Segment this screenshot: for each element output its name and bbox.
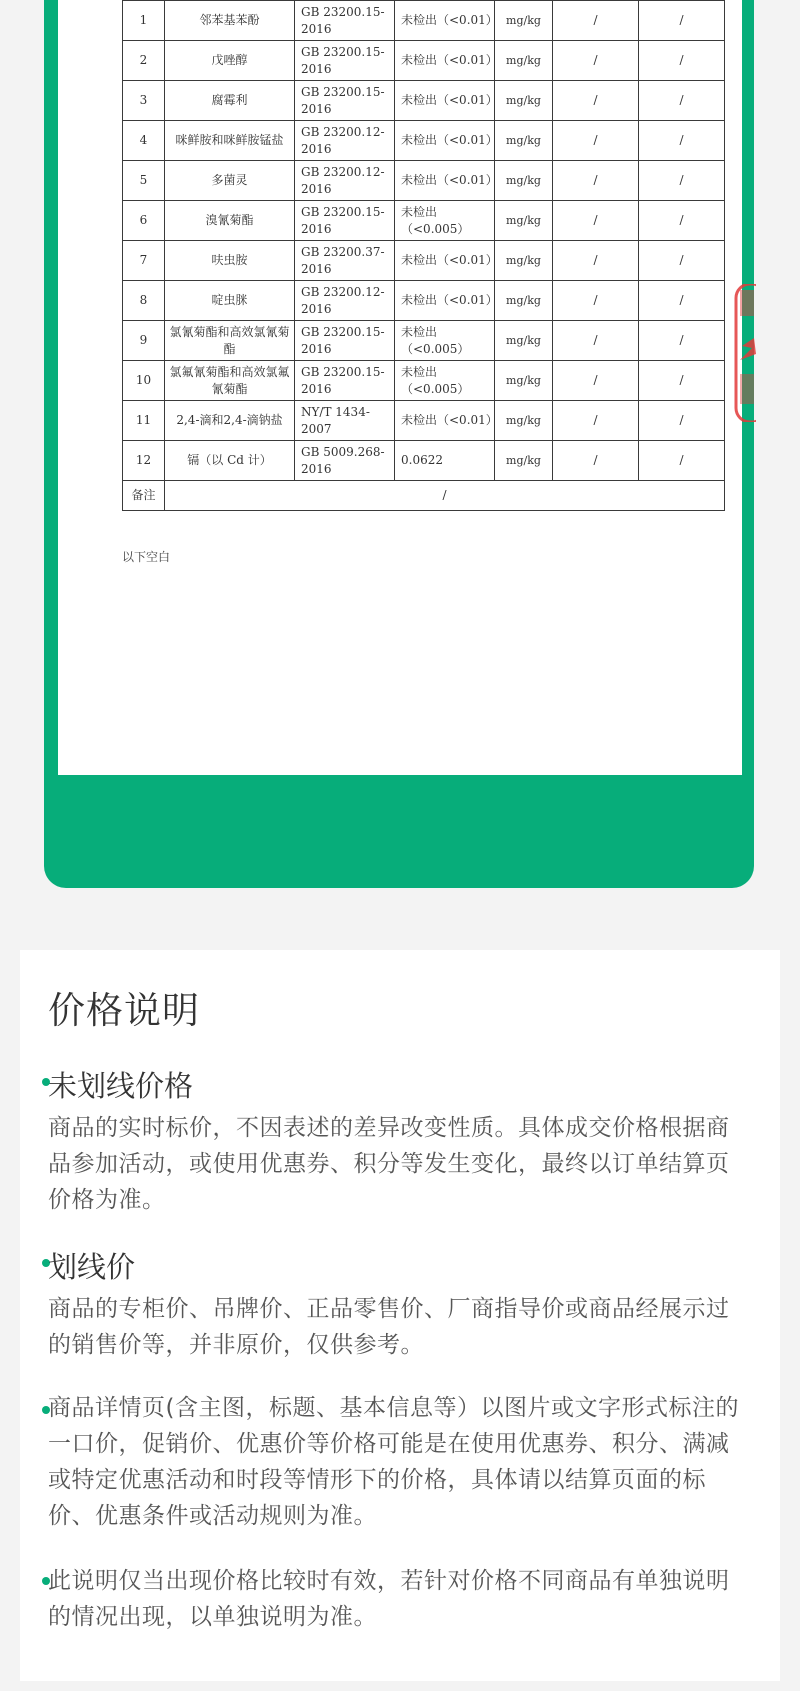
section-text-lined-price: 商品的专柜价、吊牌价、正品零售价、厂商指导价或商品经展示过的销售价等，并非原价，仅供参考。 (48, 1296, 730, 1358)
table-cell-result: 未检出（<0.005） (395, 201, 495, 241)
table-row (123, 41, 725, 81)
table-cell-unit: mg/kg (495, 441, 553, 481)
remark-label: 备注 (123, 481, 165, 511)
table-row (123, 401, 725, 441)
table-cell-item: 氯氰菊酯和高效氯氰菊酯 (165, 321, 295, 361)
table-cell-unit: mg/kg (495, 81, 553, 121)
table-row (123, 281, 725, 321)
table-cell-c6: / (553, 321, 639, 361)
table-cell-c6: / (553, 41, 639, 81)
test-report-card (44, 0, 754, 888)
table-cell-item: 戊唑醇 (165, 41, 295, 81)
table-row-remark (123, 481, 725, 511)
table-cell-unit: mg/kg (495, 121, 553, 161)
section-text-unlined-price: 商品的实时标价，不因表述的差异改变性质。具体成交价格根据商品参加活动，或使用优惠券、积分等发生变化，最终以订单结算页价格为准。 (48, 1115, 730, 1213)
table-cell-c7: / (639, 41, 725, 81)
table-cell-unit: mg/kg (495, 321, 553, 361)
section-text-validity: 此说明仅当出现价格比较时有效，若针对价格不同商品有单独说明的情况出现，以单独说明为准。 (48, 1568, 730, 1630)
table-cell-c7: / (639, 241, 725, 281)
table-cell-c7: / (639, 361, 725, 401)
table-cell-item: 咪鲜胺和咪鲜胺锰盐 (165, 121, 295, 161)
table-cell-item: 啶虫脒 (165, 281, 295, 321)
table-cell-no: 3 (123, 81, 165, 121)
table-cell-unit: mg/kg (495, 241, 553, 281)
table-row (123, 161, 725, 201)
table-cell-c6: / (553, 201, 639, 241)
remark-value: / (165, 481, 725, 511)
table-cell-c6: / (553, 121, 639, 161)
table-cell-std: GB 23200.15-2016 (295, 321, 395, 361)
table-cell-no: 11 (123, 401, 165, 441)
table-cell-c7: / (639, 441, 725, 481)
table-cell-std: GB 23200.12-2016 (295, 161, 395, 201)
table-cell-c6: / (553, 1, 639, 41)
table-row (123, 321, 725, 361)
table-cell-std: GB 23200.12-2016 (295, 281, 395, 321)
table-cell-result: 未检出（<0.01） (395, 161, 495, 201)
table-cell-c7: / (639, 121, 725, 161)
table-cell-item: 镉（以 Cd 计） (165, 441, 295, 481)
table-cell-c6: / (553, 161, 639, 201)
section-text-promo-price: 商品详情页(含主图，标题、基本信息等）以图片或文字形式标注的一口价，促销价、优惠价等价格可能是在使用优惠券、积分、满减或特定优惠活动和时段等情形下的价格，具体请以结算页面的标价、优惠条件或活动规则为准。 (48, 1395, 739, 1529)
table-cell-no: 2 (123, 41, 165, 81)
table-cell-result: 未检出（<0.005） (395, 361, 495, 401)
test-report-paper (58, 0, 742, 775)
table-cell-unit: mg/kg (495, 1, 553, 41)
table-cell-c6: / (553, 241, 639, 281)
table-cell-no: 6 (123, 201, 165, 241)
table-cell-c6: / (553, 81, 639, 121)
table-row (123, 121, 725, 161)
table-cell-std: GB 23200.15-2016 (295, 201, 395, 241)
table-cell-no: 7 (123, 241, 165, 281)
table-cell-unit: mg/kg (495, 281, 553, 321)
table-cell-std: GB 23200.15-2016 (295, 41, 395, 81)
section-heading-lined-price: 划线价 (48, 1250, 136, 1284)
table-cell-no: 10 (123, 361, 165, 401)
test-result-table (122, 0, 725, 511)
table-cell-std: GB 5009.268-2016 (295, 441, 395, 481)
table-cell-result: 未检出（<0.005） (395, 321, 495, 361)
seal-stamp-fragment (734, 284, 756, 422)
table-cell-no: 9 (123, 321, 165, 361)
blank-note: 以下空白 (122, 550, 171, 564)
table-cell-unit: mg/kg (495, 161, 553, 201)
table-cell-result: 0.0622 (395, 441, 495, 481)
table-cell-result: 未检出（<0.01） (395, 241, 495, 281)
table-cell-unit: mg/kg (495, 361, 553, 401)
table-row (123, 361, 725, 401)
table-cell-item: 多菌灵 (165, 161, 295, 201)
table-cell-c7: / (639, 321, 725, 361)
section-heading-unlined-price: 未划线价格 (48, 1069, 194, 1103)
table-cell-c7: / (639, 1, 725, 41)
table-cell-std: GB 23200.12-2016 (295, 121, 395, 161)
table-cell-c7: / (639, 281, 725, 321)
table-cell-item: 邻苯基苯酚 (165, 1, 295, 41)
table-cell-item: 呋虫胺 (165, 241, 295, 281)
table-cell-item: 腐霉利 (165, 81, 295, 121)
table-cell-no: 5 (123, 161, 165, 201)
table-row (123, 1, 725, 41)
table-cell-result: 未检出（<0.01） (395, 121, 495, 161)
table-cell-c7: / (639, 201, 725, 241)
table-cell-c7: / (639, 401, 725, 441)
table-cell-no: 1 (123, 1, 165, 41)
table-cell-c6: / (553, 281, 639, 321)
table-cell-std: GB 23200.15-2016 (295, 1, 395, 41)
table-cell-c7: / (639, 81, 725, 121)
table-cell-result: 未检出（<0.01） (395, 1, 495, 41)
table-cell-result: 未检出（<0.01） (395, 401, 495, 441)
table-row (123, 81, 725, 121)
table-cell-item: 溴氰菊酯 (165, 201, 295, 241)
table-cell-c6: / (553, 441, 639, 481)
table-cell-unit: mg/kg (495, 41, 553, 81)
table-row (123, 201, 725, 241)
table-cell-result: 未检出（<0.01） (395, 41, 495, 81)
table-cell-std: NY/T 1434-2007 (295, 401, 395, 441)
table-row (123, 241, 725, 281)
table-cell-item: 氯氟氰菊酯和高效氯氟氰菊酯 (165, 361, 295, 401)
table-cell-unit: mg/kg (495, 401, 553, 441)
table-cell-unit: mg/kg (495, 201, 553, 241)
table-row (123, 441, 725, 481)
table-cell-item: 2,4-滴和2,4-滴钠盐 (165, 401, 295, 441)
table-cell-result: 未检出（<0.01） (395, 81, 495, 121)
table-cell-c6: / (553, 361, 639, 401)
table-cell-no: 8 (123, 281, 165, 321)
table-cell-result: 未检出（<0.01） (395, 281, 495, 321)
table-cell-std: GB 23200.15-2016 (295, 81, 395, 121)
table-cell-c7: / (639, 161, 725, 201)
table-cell-no: 12 (123, 441, 165, 481)
table-cell-no: 4 (123, 121, 165, 161)
table-cell-std: GB 23200.15-2016 (295, 361, 395, 401)
table-cell-std: GB 23200.37-2016 (295, 241, 395, 281)
price-info-title: 价格说明 (48, 989, 200, 1032)
table-cell-c6: / (553, 401, 639, 441)
